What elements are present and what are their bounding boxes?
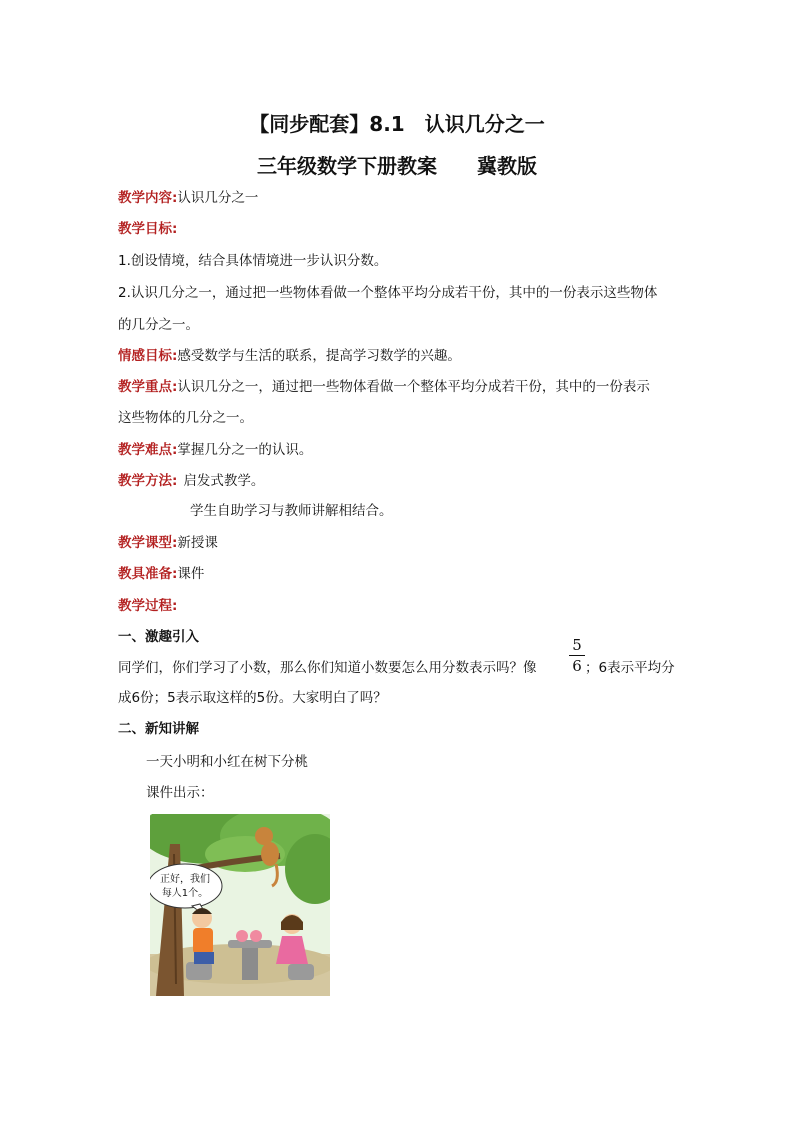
objective-item-1: 1.创设情境，结合具体情境进一步认识分数。 <box>118 253 388 269</box>
section1-line2: 成6份；5表示取这样的5份。大家明白了吗？ <box>118 690 387 706</box>
lesson-type-label: 教学课型: <box>118 535 178 551</box>
difficulty-text: 掌握几分之一的认识。 <box>177 442 313 458</box>
process-row <box>118 594 177 614</box>
speech-bubble <box>150 864 222 908</box>
section2-heading: 二、新知讲解 <box>118 721 199 737</box>
content-label: 教学内容: <box>118 190 178 206</box>
method-row <box>118 469 264 489</box>
difficulty-label: 教学难点: <box>118 442 178 458</box>
materials-label: 教具准备: <box>118 566 178 582</box>
key-point-text: 认识几分之一，通过把一些物体看做一个整体平均分成若干份，其中的一份表示 <box>177 379 650 395</box>
emotion-row <box>118 344 461 364</box>
materials-row <box>118 562 204 582</box>
difficulty-row <box>118 438 312 458</box>
objective-item-2-line1: 2.认识几分之一，通过把一些物体看做一个整体平均分成若干份，其中的一份表示这些物体 <box>118 285 658 301</box>
key-point-row <box>118 375 650 395</box>
page-title-line2: 三年级数学下册教案 冀教版 <box>257 154 537 178</box>
method-text-2: 学生自助学习与教师讲解相结合。 <box>190 503 393 519</box>
fraction-numerator: 5 <box>572 636 582 654</box>
peach <box>236 930 248 942</box>
fraction-bar <box>569 655 585 656</box>
section2-line2: 课件出示： <box>146 785 214 801</box>
lesson-type-text: 新授课 <box>177 535 218 551</box>
peach <box>250 930 262 942</box>
section2-line1: 一天小明和小红在树下分桃 <box>146 754 308 770</box>
section1-line1-before: 同学们，你们学习了小数，那么你们知道小数要怎么用分数表示吗？像 <box>118 660 537 676</box>
content-row <box>118 186 258 206</box>
content-text: 认识几分之一 <box>177 190 259 206</box>
fraction-five-sixths <box>569 636 585 675</box>
key-point-label: 教学重点: <box>118 379 178 395</box>
section1-heading: 一、激趣引入 <box>118 629 199 645</box>
illustration-tree-peaches <box>150 814 330 996</box>
lesson-type-row <box>118 531 218 551</box>
page-title-line1: 【同步配套】8.1 认识几分之一 <box>249 112 545 136</box>
section1-line1-after: ；6表示平均分 <box>585 660 675 676</box>
method-text-1: 启发式教学。 <box>183 473 265 489</box>
emotion-label: 情感目标: <box>118 348 178 364</box>
speech-line-2: 每人1个。 <box>161 888 209 899</box>
emotion-text: 感受数学与生活的联系，提高学习数学的兴趣。 <box>177 348 461 364</box>
speech-line-1: 正好，我们 <box>160 874 210 885</box>
stone-table <box>228 940 272 948</box>
materials-text: 课件 <box>177 566 205 582</box>
objectives-row <box>118 217 177 237</box>
process-label: 教学过程: <box>118 598 178 614</box>
objective-item-2-line2: 的几分之一。 <box>118 317 199 333</box>
method-label: 教学方法: <box>118 473 178 489</box>
key-point-line2: 这些物体的几分之一。 <box>118 410 253 426</box>
objectives-label: 教学目标: <box>118 221 178 237</box>
fraction-denominator: 6 <box>572 657 582 675</box>
